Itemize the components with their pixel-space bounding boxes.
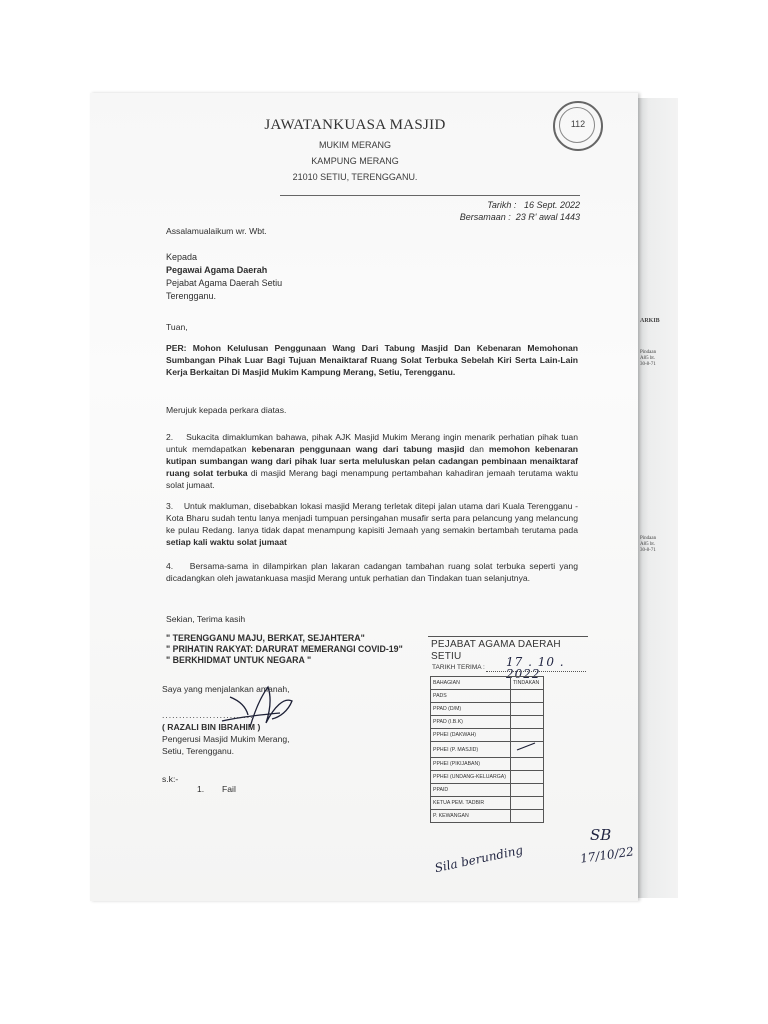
handwritten-note: Sila berunding (433, 842, 525, 876)
back-sheet-line: 30-8-71 (640, 362, 656, 367)
slogan-1: " TERENGGANU MAJU, BERKAT, SEJAHTERA" (166, 633, 365, 643)
recipient-block (166, 251, 466, 303)
slogans (166, 633, 466, 666)
greeting: Assalamualaikum wr. Wbt. (166, 226, 267, 236)
subject-line: PER: Mohon Kelulusan Penggunaan Wang Dari Tabung Masjid Dan Kebenaran Memohonan Sumbangan Pihak Luar Bagi Tujuan Menaiktaraf Ruang Solat Terbuka Sebelah Kiri Serta Lain-Lain Kerja Berkaitan Di Masjid Mukim Kampung Merang, Setiu, Terengganu. (166, 343, 578, 377)
table-cell (511, 784, 544, 797)
paragraph-number: 4. (166, 561, 174, 571)
date-row: Tarikh : 16 Sept. 2022 (487, 200, 580, 210)
signatory-position: Pengerusi Masjid Mukim Merang, (162, 734, 290, 744)
paragraph-emphasis: kebenaran penggunaan wang dari tabung masjid (251, 444, 465, 454)
tarikh-value: 16 Sept. 2022 (523, 200, 580, 210)
table-cell: PPHEI (DAKWAH) (431, 729, 511, 742)
table-row (431, 703, 544, 716)
stamp-top-line (428, 636, 588, 637)
back-sheet (636, 98, 678, 898)
paragraph-text: Untuk makluman, disebabkan lokasi masjid Merang terletak ditepi jalan utama dari Kuala Terengganu - Kota Bharu sudah tentu lanya menjadi tumpuan persingahan musafir serta para pelancung yang melancung ke pulau Redang. Ianya tidak dapat menampung kapisiti Jemaah yang semakin bertambah terutama pada (166, 501, 578, 535)
tarikh-terima-value: 17 . 10 . 2022 (506, 655, 565, 681)
paragraph-emphasis: memohon kebenaran kutipan sumbangan wang dari pihak luar serta meluluskan pelan cadangan pembinaan menaiktaraf ruang solat terbuka (166, 444, 578, 478)
table-cell: PPAD (I.B.K) (431, 716, 511, 729)
tarikh-terima-dots (486, 671, 586, 672)
table-cell (511, 810, 544, 823)
table-cell: PPHEI (P. MASJID) (431, 742, 511, 758)
table-cell (511, 758, 544, 771)
letterhead-title: JAWATANKUASA MASJID (264, 117, 446, 133)
table-cell: PPHEI (PIKIJABAN) (431, 758, 511, 771)
stamp-title: PEJABAT AGAMA DAERAH SETIU (431, 639, 561, 662)
back-sheet-line: A85 bt. (640, 356, 655, 361)
tarikh-label: Tarikh (487, 200, 512, 210)
signatory-name: ( RAZALI BIN IBRAHIM ) (162, 722, 261, 732)
sk-item-number: 1. (197, 784, 205, 794)
table-row (431, 797, 544, 810)
paragraph-number: 2. (166, 432, 174, 442)
paragraph-text: dan (464, 444, 489, 454)
back-sheet-note-1 (640, 350, 676, 368)
paragraph-number: 3. (166, 501, 174, 511)
closing-line: Sekian, Terima kasih (166, 614, 246, 624)
table-cell: KETUA PEM. TADBIR (431, 797, 511, 810)
signature-intro: Saya yang menjalankan amanah, (162, 684, 290, 694)
letterhead-line-3: 21010 SETIU, TERENGGANU. (292, 172, 418, 182)
table-row (431, 810, 544, 823)
salutation: Tuan, (166, 322, 188, 332)
table-row (431, 784, 544, 797)
action-table (430, 676, 544, 823)
header-divider (280, 195, 580, 196)
table-row (431, 690, 544, 703)
sk-item: Fail (222, 784, 236, 794)
handwritten-date: 17/10/22 (579, 844, 635, 866)
table-row (431, 729, 544, 742)
col-header-tindakan: TINDAKAN (511, 677, 544, 690)
col-header-bahagian: BAHAGIAN (431, 677, 511, 690)
bersamaan-label: Bersamaan (459, 212, 506, 222)
tick-cell (511, 742, 544, 758)
table-cell: PADS (431, 690, 511, 703)
table-cell (511, 716, 544, 729)
handwritten-initial: SB (590, 826, 612, 844)
table-cell: PPAD (D/M) (431, 703, 511, 716)
table-cell: PPHEI (UNDANG-KELUARGA) (431, 771, 511, 784)
table-row (431, 771, 544, 784)
recipient-state: Terengganu. (166, 291, 217, 301)
paragraph-2 (166, 431, 578, 491)
reference-line: Merujuk kepada perkara diatas. (166, 405, 287, 415)
letterhead-line-1: MUKIM MERANG (319, 140, 391, 150)
tick-mark-icon (513, 742, 539, 752)
table-row (431, 716, 544, 729)
table-cell: PPAID (431, 784, 511, 797)
table-row (431, 742, 544, 758)
slogan-2: " PRIHATIN RAKYAT: DARURAT MEMERANGI COVID-19" (166, 644, 403, 654)
table-cell (511, 729, 544, 742)
letterhead-line-2: KAMPUNG MERANG (311, 156, 399, 166)
table-cell (511, 797, 544, 810)
back-sheet-heading: ARKIB (640, 318, 660, 324)
paragraph-4 (166, 560, 578, 584)
table-cell: P. KEWANGAN (431, 810, 511, 823)
slogan-3: " BERKHIDMAT UNTUK NEGARA " (166, 655, 312, 665)
back-sheet-line: Pindaan (640, 350, 657, 355)
table-row (431, 758, 544, 771)
mosque-seal-icon (553, 101, 603, 151)
recipient-label: Kepada (166, 252, 198, 262)
table-cell (511, 690, 544, 703)
seal-number: 112 (570, 119, 586, 129)
bersamaan-value: 23 R' awal 1443 (515, 212, 580, 222)
table-cell (511, 771, 544, 784)
signatory-location: Setiu, Terengganu. (162, 746, 234, 756)
recipient-office: Pejabat Agama Daerah Setiu (166, 278, 283, 288)
back-sheet-line: Pindaan (640, 536, 657, 541)
recipient-name: Pegawai Agama Daerah (166, 265, 268, 275)
table-header-row (431, 677, 544, 690)
paragraph-3 (166, 500, 578, 548)
signature-dots: ........................... (162, 710, 254, 720)
back-sheet-note-2 (640, 536, 676, 554)
letter-sheet (90, 93, 638, 901)
table-cell (511, 703, 544, 716)
back-sheet-line: 30-8-71 (640, 548, 656, 553)
paragraph-emphasis: setiap kali waktu solat jumaat (166, 537, 287, 547)
paragraph-text: Sukacita dimaklumkan bahawa, pihak AJK Masjid Mukim Merang ingin menarik perhatian pihak tuan untuk memdapatkan (166, 432, 578, 454)
sk-label: s.k:- (162, 774, 179, 784)
received-stamp (428, 636, 593, 844)
tarikh-terima-label: TARIKH TERIMA : (432, 664, 485, 671)
back-sheet-line: A85 bt. (640, 542, 655, 547)
bersamaan-row: Bersamaan : 23 R' awal 1443 (459, 212, 580, 222)
paragraph-text: di masjid Merang bagi menampung pertambahan kahadiran jemaah terutama waktu solat jumaat. (166, 468, 578, 490)
paragraph-text: Bersama-sama in dilampirkan plan lakaran cadangan tambahan ruang solat terbuka seperti yang dicadangkan oleh jawatankuasa masjid Merang untuk perhatian dan Tindakan tuan selanjutnya. (166, 561, 578, 583)
